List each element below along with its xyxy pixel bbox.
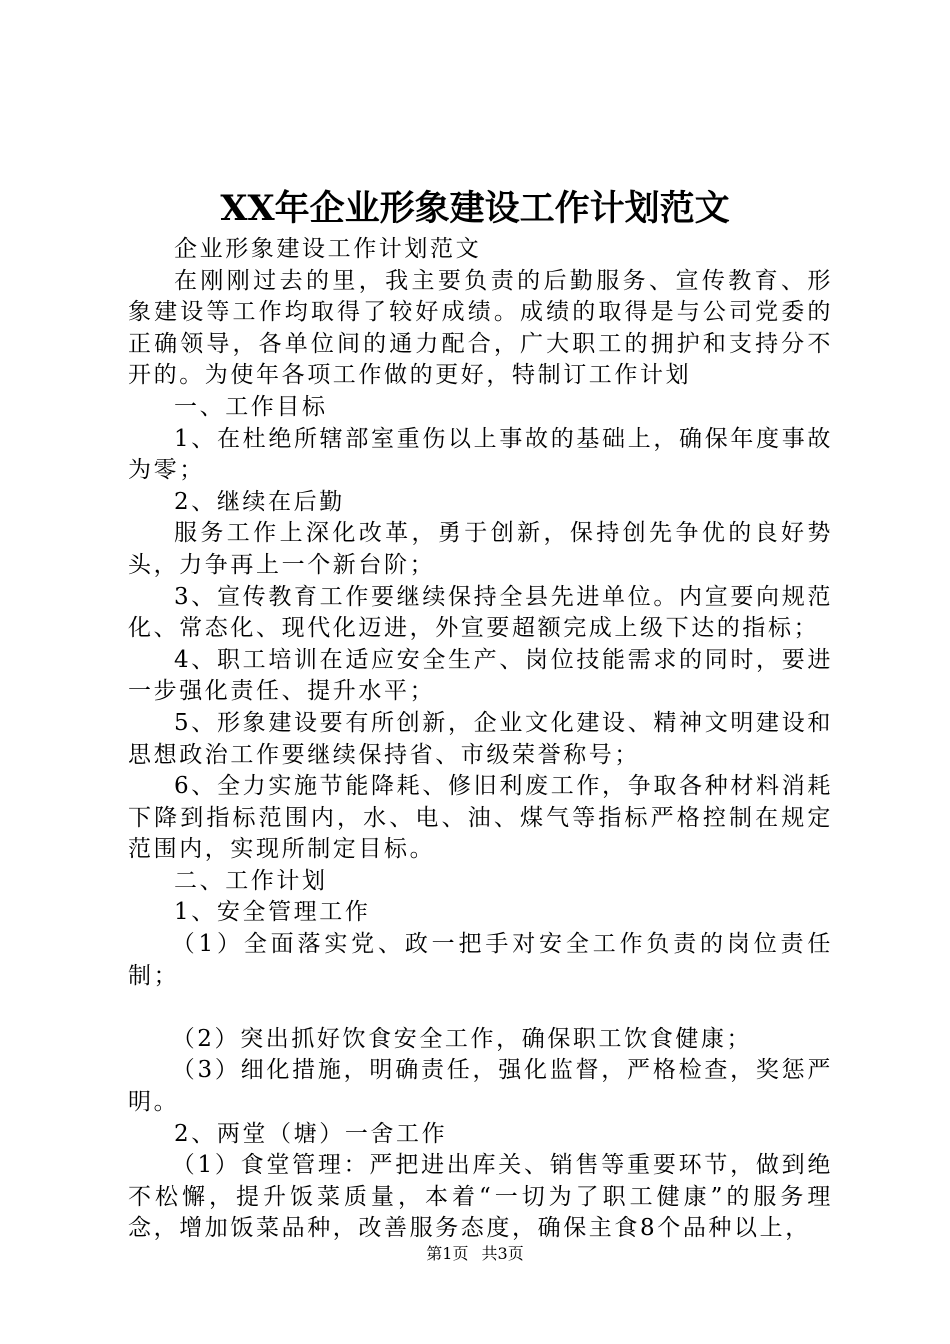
paragraph-plan-1: 1、安全管理工作	[174, 899, 371, 926]
paragraph-goal-2: 2、继续在后勤	[174, 488, 345, 515]
page-footer	[0, 1243, 950, 1265]
section-heading-goals: 一、工作目标	[174, 393, 328, 420]
paragraph-goal-2-cont: 服务工作上深化改革，勇于创新，保持创先争优的良好势头，力争再上一个新台阶；	[128, 520, 833, 578]
paragraph-goal-5: 5、形象建设要有所创新，企业文化建设、精神文明建设和思想政治工作要继续保持省、市级荣誉称号；	[128, 709, 833, 768]
paragraph-plan-1-item-2: （2）突出抓好饮食安全工作，确保职工饮食健康；	[171, 1025, 753, 1052]
paragraph-intro: 在刚刚过去的里，我主要负责的后勤服务、宣传教育、形象建设等工作均取得了较好成绩。成绩的取得是与公司党委的正确领导，各单位间的通力配合，广大职工的拥护和支持分不开的。为使年各项工作做的更好，特制订工作计划	[128, 267, 833, 389]
paragraph-goal-1: 1、在杜绝所辖部室重伤以上事故的基础上，确保年度事故为零；	[128, 425, 833, 484]
document-title: XX年企业形象建设工作计划范文	[220, 188, 730, 229]
page-total: 共3页	[481, 1244, 524, 1263]
document-body	[128, 234, 833, 1245]
paragraph-plan-1-item-3: （3）细化措施，明确责任，强化监督，严格检查，奖惩严明。	[128, 1057, 833, 1116]
page-number: 第1页	[426, 1244, 469, 1263]
paragraph-goal-4: 4、职工培训在适应安全生产、岗位技能需求的同时，要进一步强化责任、提升水平；	[128, 646, 833, 705]
paragraph-goal-3: 3、宣传教育工作要继续保持全县先进单位。内宣要向规范化、常态化、现代化迈进，外宣要超额完成上级下达的指标；	[128, 583, 833, 642]
paragraph-plan-2: 2、两堂（塘）一舍工作	[174, 1120, 448, 1147]
paragraph-plan-2-item-1: （1）食堂管理：严把进出库关、销售等重要环节，做到绝不松懈，提升饭菜质量，本着“一切为了职工健康”的服务理念，增加饭菜品种，改善服务态度，确保主食8个品种以上，	[128, 1152, 833, 1242]
paragraph-goal-6: 6、全力实施节能降耗、修旧利废工作，争取各种材料消耗下降到指标范围内，水、电、油、煤气等指标严格控制在规定范围内，实现所制定目标。	[128, 773, 833, 863]
paragraph-plan-1-item-1: （1）全面落实党、政一把手对安全工作负责的岗位责任制；	[128, 931, 833, 989]
section-heading-plan: 二、工作计划	[174, 867, 328, 894]
paragraph-subtitle: 企业形象建设工作计划范文	[174, 236, 482, 262]
